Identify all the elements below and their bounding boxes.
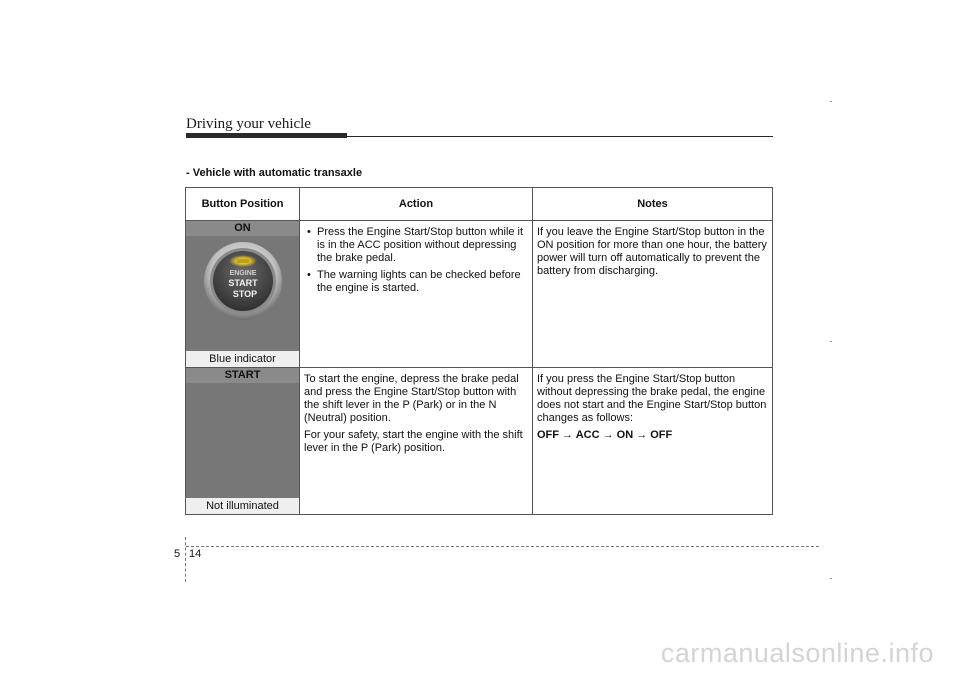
action-cell-on [300, 221, 533, 368]
crop-mark [830, 101, 832, 102]
header-rule-thick [186, 133, 347, 138]
header-rule-thin [347, 136, 773, 137]
button-label-start: START [228, 278, 258, 288]
position-label: START [186, 368, 299, 383]
notes-text: If you press the Engine Start/Stop button without depressing the brake pedal, the engine does not start and the Engine Start/Stop button changes as follows: [537, 373, 767, 424]
footer-dashed-rule [186, 546, 819, 547]
action-paragraph: For your safety, start the engine with the shift lever in the P (Park) position. [304, 429, 523, 454]
chapter-number: 5 [174, 548, 181, 560]
button-label-engine: ENGINE [229, 270, 257, 277]
page-number: 14 [189, 548, 202, 560]
table-row [186, 221, 773, 368]
action-cell-start [300, 368, 533, 515]
notes-text: If you leave the Engine Start/Stop button in the ON position for more than one hour, the battery power will turn off automatically to prevent the battery from discharging. [537, 226, 767, 277]
header-notes: Notes [533, 188, 773, 221]
page-header-title: Driving your vehicle [186, 116, 311, 132]
position-label: ON [186, 221, 299, 236]
action-bullet: • The warning lights can be checked before the engine is started. [304, 269, 528, 295]
action-paragraph: To start the engine, depress the brake pedal and press the Engine Start/Stop button with the shift lever in the P (Park) or in the N (Neutral) position. [304, 373, 519, 424]
header-action: Action [300, 188, 533, 221]
action-bullet: • Press the Engine Start/Stop button while it is in the ACC position without depressing the brake pedal. [304, 226, 528, 265]
button-label-stop: STOP [232, 289, 258, 299]
table-row [186, 368, 773, 515]
button-position-table [185, 187, 773, 515]
crop-mark [830, 578, 832, 579]
position-cell-on [186, 221, 300, 368]
indicator-label: Blue indicator [186, 350, 299, 367]
watermark: carmanualsonline.info [660, 638, 934, 668]
notes-cell-on [533, 221, 773, 368]
crop-mark [830, 341, 832, 342]
notes-cell-start [533, 368, 773, 515]
section-title: - Vehicle with automatic transaxle [186, 167, 363, 179]
engine-start-stop-button-icon [203, 241, 283, 321]
footer-vertical-rule [185, 537, 186, 582]
table-header-row [186, 188, 773, 221]
position-cell-start [186, 368, 300, 515]
header-button-position: Button Position [186, 188, 300, 221]
indicator-label: Not illuminated [186, 497, 299, 514]
state-sequence: OFF → ACC → ON → OFF [537, 429, 673, 441]
